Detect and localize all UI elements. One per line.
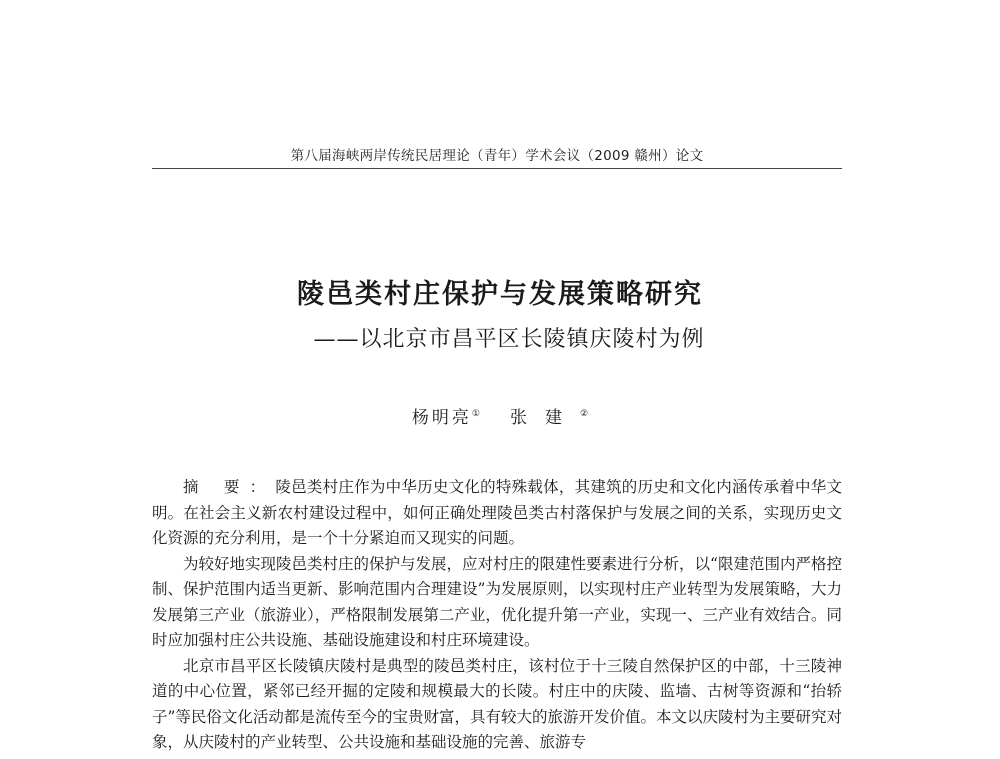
running-header: 第八届海峡两岸传统民居理论（青年）学术会议（2009 赣州）论文: [290, 148, 704, 164]
abstract-section: [152, 475, 842, 756]
abstract-paragraph-1-text: 陵邑类村庄作为中华历史文化的特殊载体，其建筑的历史和文化内涵传承着中华文明。在社会主义新农村建设过程中，如何正确处理陵邑类古村落保护与发展之间的关系，实现历史文化资源的充分利用，是一个十分紧迫而又现实的问题。: [152, 478, 842, 547]
abstract-paragraph-2: 为较好地实现陵邑类村庄的保护与发展，应对村庄的限建性要素进行分析，以“限建范围内严格控制、保护范围内适当更新、影响范围内合理建设”为发展原则，以实现村庄产业转型为发展策略，大力发展第三产业（旅游业），严格限制发展第二产业，优化提升第一产业，实现一、三产业有效结合。同时应加强村庄公共设施、基础设施建设和村庄环境建设。: [152, 554, 842, 649]
author-list: [0, 403, 1000, 428]
abstract-paragraph-1: [152, 475, 842, 552]
author-1: [412, 403, 480, 428]
author-2: [510, 403, 588, 428]
author-1-footnote-mark: ①: [471, 409, 480, 419]
abstract-label: 摘 要：: [183, 478, 276, 496]
header-rule: [152, 168, 842, 169]
paper-title: 陵邑类村庄保护与发展策略研究: [297, 279, 703, 310]
author-2-footnote-mark: ②: [580, 409, 589, 419]
abstract-paragraph-3: 北京市昌平区长陵镇庆陵村是典型的陵邑类村庄，该村位于十三陵自然保护区的中部，十三陵神道的中心位置，紧邻已经开掘的定陵和规模最大的长陵。村庄中的庆陵、监墙、古树等资源和“抬轿子”等民俗文化活动都是流传至今的宝贵财富，具有较大的旅游开发价值。本文以庆陵村为主要研究对象，从庆陵村的产业转型、公共设施和基础设施的完善、旅游专: [152, 656, 842, 751]
author-2-name: 张建: [510, 408, 580, 428]
paper-subtitle: ——以北京市昌平区长陵镇庆陵村为例: [313, 327, 705, 352]
author-1-name: 杨明亮: [411, 408, 472, 428]
